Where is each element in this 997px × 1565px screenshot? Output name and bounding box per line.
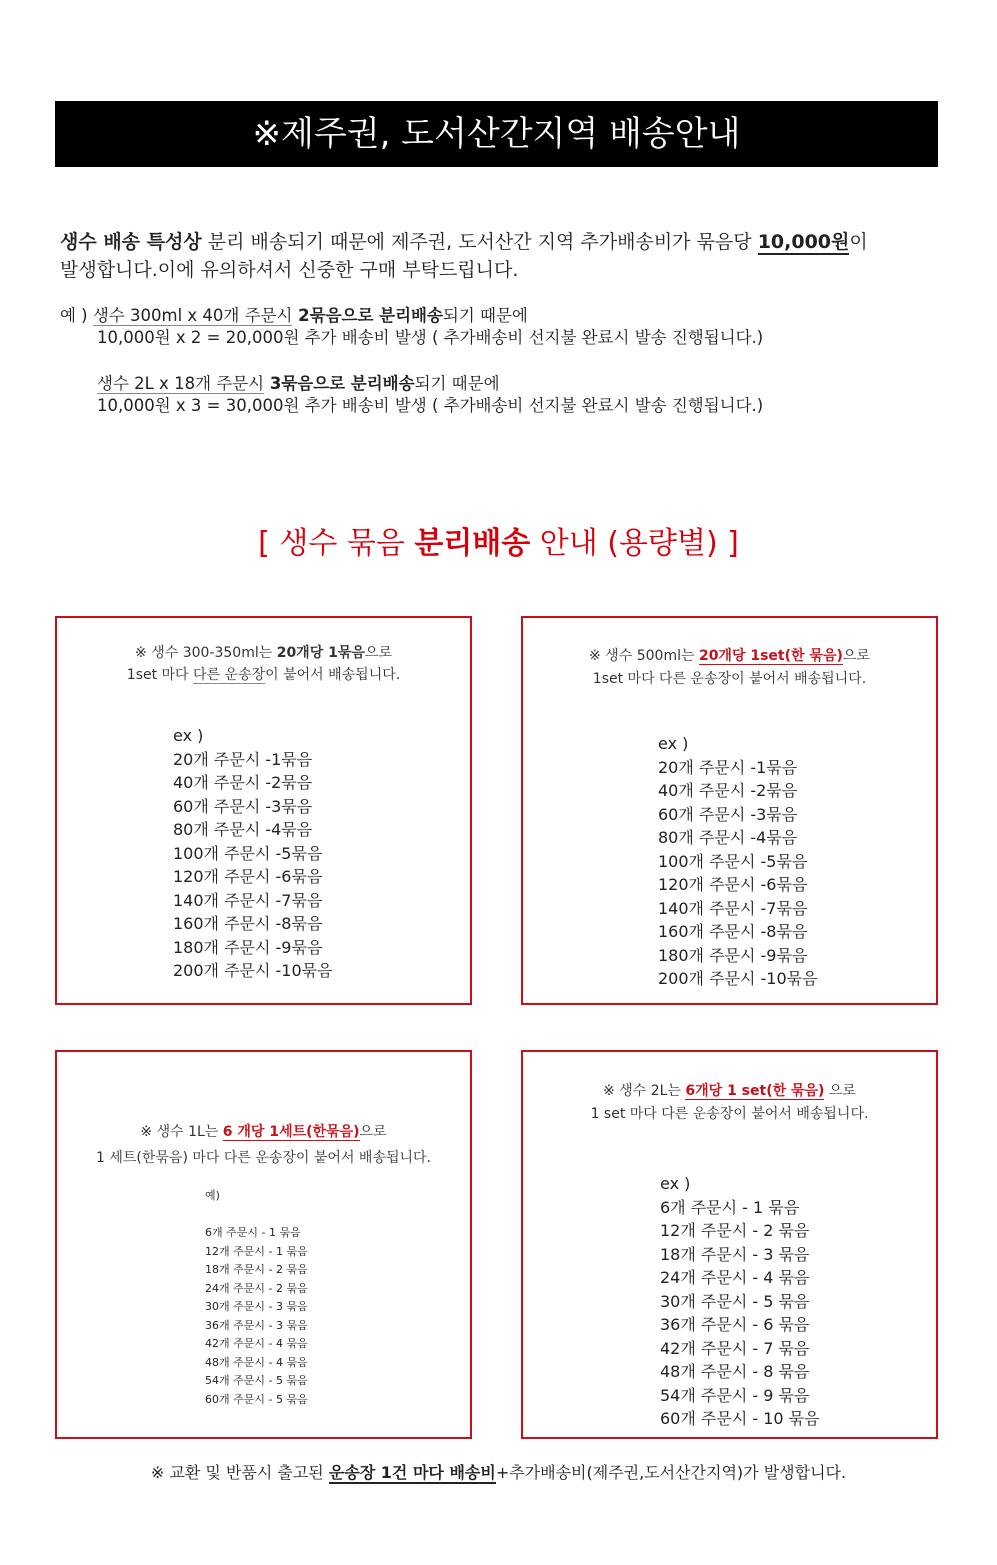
box3-note-line1: ※ 생수 1L는 6 개당 1세트(한묶음)으로: [140, 1124, 387, 1140]
footer-bold: 운송장 1건 마다 배송비: [328, 1463, 496, 1482]
list-item: 18개 주문시 - 3 묶음: [660, 1244, 810, 1264]
example1-end: 되기 때문에: [442, 306, 528, 325]
list-item: 200개 주문시 -10묶음: [658, 969, 818, 988]
box4-note-line2: 1 set 마다 다른 운송장이 붙어서 배송됩니다.: [590, 1106, 869, 1122]
info-box-300ml: [55, 616, 472, 1005]
list-item: 180개 주문시 -9묶음: [658, 945, 808, 965]
list-item: 40개 주문시 -2묶음: [658, 781, 798, 800]
intro-line2: 발생합니다.이에 유의하셔서 신중한 구매 부탁드립니다.: [60, 259, 519, 281]
list-item: 36개 주문시 - 6 묶음: [660, 1315, 810, 1334]
list-item: 20개 주문시 -1묶음: [173, 749, 313, 769]
page-title: ※제주권, 도서산간지역 배송안내: [252, 114, 741, 154]
box3-note-line2: 1 세트(한묶음) 마다 다른 운송장이 붙어서 배송됩니다.: [96, 1150, 431, 1166]
box3-list: [205, 1187, 308, 1409]
example2-bold: 3묶음으로 분리배송: [264, 374, 415, 393]
info-box-2l: [521, 1050, 938, 1439]
box2-ex-label: ex ): [658, 734, 689, 753]
list-item: 36개 주문시 - 3 묶음: [205, 1318, 308, 1332]
list-item: 6개 주문시 - 1 묶음: [205, 1226, 301, 1239]
list-item: 120개 주문시 -6묶음: [658, 875, 808, 894]
list-item: 60개 주문시 -3묶음: [173, 796, 313, 816]
intro-text-end: 이: [849, 231, 868, 253]
list-item: 30개 주문시 - 5 묶음: [660, 1291, 810, 1311]
footer-post: +추가배송비(제주권,도서산간지역)가 발생합니다.: [495, 1463, 847, 1482]
list-item: 42개 주문시 - 4 묶음: [205, 1337, 308, 1350]
list-item: 160개 주문시 -8묶음: [173, 914, 323, 933]
list-item: 60개 주문시 - 10 묶음: [660, 1409, 820, 1428]
box2-note-line1: ※ 생수 500ml는 20개당 1set(한 묶음)으로: [589, 648, 870, 664]
list-item: 18개 주문시 - 2 묶음: [205, 1263, 308, 1276]
list-item: 200개 주문시 -10묶음: [173, 961, 333, 980]
list-item: 100개 주문시 -5묶음: [658, 851, 808, 871]
info-box-1l: [55, 1050, 472, 1439]
example1-calc: 10,000원 x 2 = 20,000원 추가 배송비 발생 ( 추가배송비 선지불 완료시 발송 진행됩니다.): [97, 328, 764, 347]
list-item: 24개 주문시 - 2 묶음: [205, 1281, 308, 1295]
list-item: 6개 주문시 - 1 묶음: [660, 1197, 800, 1217]
list-item: 12개 주문시 - 2 묶음: [660, 1221, 810, 1240]
box2-note-line2: 1set 마다 다른 운송장이 붙어서 배송됩니다.: [592, 671, 867, 687]
footer-pre: ※ 교환 및 반품시 출고된: [150, 1463, 329, 1482]
example2-end: 되기 때문에: [414, 374, 500, 393]
list-item: 48개 주문시 - 8 묶음: [660, 1362, 810, 1381]
box1-ex-label: ex ): [173, 726, 204, 745]
list-item: 30개 주문시 - 3 묶음: [205, 1300, 308, 1313]
list-item: 54개 주문시 - 9 묶음: [660, 1385, 810, 1405]
list-item: 24개 주문시 - 4 묶음: [660, 1268, 810, 1287]
box1-note-line2: 1set 마다 다른 운송장이 붙어서 배송됩니다.: [126, 667, 401, 683]
box4-ex-label: ex ): [660, 1174, 691, 1193]
list-item: 12개 주문시 - 1 묶음: [205, 1244, 308, 1258]
info-box-500ml: [521, 616, 938, 1005]
list-item: 180개 주문시 -9묶음: [173, 937, 323, 957]
list-item: 54개 주문시 - 5 묶음: [205, 1374, 308, 1387]
box1-note-line1: ※ 생수 300-350ml는 20개당 1묶음으로: [135, 645, 392, 661]
list-item: 100개 주문시 -5묶음: [173, 843, 323, 863]
list-item: 40개 주문시 -2묶음: [173, 773, 313, 792]
box4-note-line1: ※ 생수 2L는 6개당 1 set(한 묶음) 으로: [603, 1083, 856, 1099]
list-item: 140개 주문시 -7묶음: [658, 898, 808, 918]
page-title-banner: [55, 101, 938, 167]
box2-list: [658, 732, 818, 991]
examples-block: [60, 305, 950, 417]
footer-note: [0, 1460, 997, 1483]
list-item: 60개 주문시 -3묶음: [658, 804, 798, 824]
list-item: 42개 주문시 - 7 묶음: [660, 1338, 810, 1358]
section-title-post: 안내 (용량별) ]: [530, 526, 739, 561]
intro-amount: 10,000원: [757, 231, 850, 253]
list-item: 80개 주문시 -4묶음: [173, 820, 313, 839]
intro-text: 분리 배송되기 때문에 제주권, 도서산간 지역 추가배송비가 묶음당: [201, 231, 758, 253]
list-item: 48개 주문시 - 4 묶음: [205, 1355, 308, 1369]
example2-order: 생수 2L x 18개 주문시: [97, 374, 265, 393]
example1-order: 생수 300ml x 40개 주문시: [92, 306, 293, 325]
list-item: 60개 주문시 - 5 묶음: [205, 1392, 308, 1406]
list-item: 160개 주문시 -8묶음: [658, 922, 808, 941]
intro-bold: 생수 배송 특성상: [60, 231, 202, 253]
list-item: 20개 주문시 -1묶음: [658, 757, 798, 777]
box4-list: [660, 1172, 820, 1431]
section-title-bold: 분리배송: [414, 526, 531, 561]
box3-ex-label: 예): [205, 1189, 220, 1202]
section-title-pre: [ 생수 묶음: [258, 526, 415, 561]
list-item: 120개 주문시 -6묶음: [173, 867, 323, 886]
example-prefix: 예 ): [60, 306, 93, 325]
example1-bold: 2묶음으로 분리배송: [292, 306, 443, 325]
example2-calc: 10,000원 x 3 = 30,000원 추가 배송비 발생 ( 추가배송비 선지불 완료시 발송 진행됩니다.): [97, 396, 764, 415]
intro-paragraph: [60, 228, 950, 284]
list-item: 140개 주문시 -7묶음: [173, 890, 323, 910]
box1-list: [173, 724, 333, 983]
list-item: 80개 주문시 -4묶음: [658, 828, 798, 847]
section-title: [0, 518, 997, 562]
